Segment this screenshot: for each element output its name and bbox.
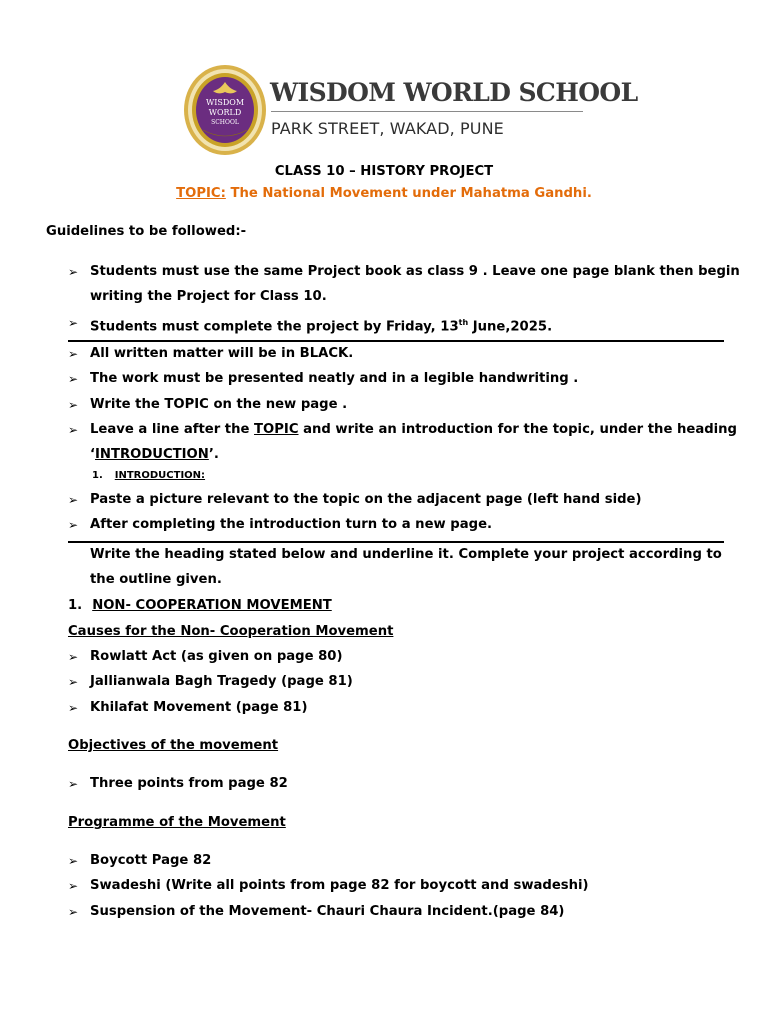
school-address: PARK STREET, WAKAD, PUNE: [271, 119, 504, 138]
programme-text: Boycott Page 82: [90, 853, 212, 868]
guideline-text: After completing the introduction turn to a new page.: [90, 517, 493, 532]
arrow-bullet-icon: ➢: [68, 493, 79, 507]
cause-text: Khilafat Movement (page 81): [90, 700, 308, 715]
g6-quote-open: ‘: [90, 447, 96, 462]
g6-intro: INTRODUCTION: [95, 447, 209, 462]
arrow-bullet-icon: ➢: [68, 777, 79, 791]
project-topic: [0, 186, 768, 201]
cause-text: Jallianwala Bagh Tragedy (page 81): [90, 674, 353, 689]
arrow-bullet-icon: ➢: [68, 879, 79, 893]
g6-quote-close: ’.: [208, 447, 219, 462]
guideline-continuation: writing the Project for Class 10.: [90, 289, 327, 304]
guideline-text: [90, 421, 737, 439]
arrow-bullet-icon: ➢: [68, 905, 79, 919]
logo-text-3: SCHOOL: [211, 119, 239, 126]
arrow-bullet-icon: ➢: [68, 675, 79, 689]
g6-topic: TOPIC: [254, 422, 299, 437]
arrow-bullet-icon: ➢: [68, 423, 79, 437]
logo-text-2: WORLD: [208, 108, 242, 117]
section-title-text: NON- COOPERATION MOVEMENT: [92, 598, 332, 613]
programme-text: Swadeshi (Write all points from page 82 for boycott and swadeshi): [90, 878, 589, 893]
causes-heading: Causes for the Non- Cooperation Movement: [68, 624, 394, 639]
guideline-text: Write the TOPIC on the new page .: [90, 397, 348, 412]
guideline-text: All written matter will be in BLACK.: [90, 346, 354, 361]
arrow-bullet-icon: ➢: [68, 372, 79, 386]
school-logo: [183, 64, 267, 156]
topic-text: The National Movement under Mahatma Gandhi.: [225, 186, 592, 201]
arrow-bullet-icon: ➢: [68, 650, 79, 664]
outline-instruction: the outline given.: [90, 572, 222, 587]
deadline-pre: Students must complete the project by Friday, 13: [90, 319, 459, 335]
section-divider: [68, 541, 724, 543]
guideline-text: The work must be presented neatly and in a legible handwriting .: [90, 371, 579, 386]
section-title: [68, 597, 332, 615]
programme-heading: Programme of the Movement: [68, 815, 286, 830]
arrow-bullet-icon: ➢: [68, 265, 79, 279]
deadline-post: June,2025.: [468, 319, 553, 335]
guidelines-heading: Guidelines to be followed:-: [46, 224, 247, 239]
header-divider: [271, 111, 583, 112]
arrow-bullet-icon: ➢: [68, 316, 79, 330]
arrow-bullet-icon: ➢: [68, 854, 79, 868]
section-num: 1.: [68, 598, 83, 613]
guideline-text: Paste a picture relevant to the topic on the adjacent page (left hand side): [90, 492, 642, 507]
intro-num: 1.: [92, 470, 103, 481]
logo-text-1: WISDOM: [205, 98, 245, 107]
arrow-bullet-icon: ➢: [68, 398, 79, 412]
cause-text: Rowlatt Act (as given on page 80): [90, 649, 343, 664]
g6-post: and write an introduction for the topic, under the heading: [298, 422, 737, 437]
guideline-continuation: [90, 446, 219, 464]
project-title: CLASS 10 – HISTORY PROJECT: [274, 164, 494, 179]
guideline-text: [90, 314, 552, 336]
school-name: WISDOM WORLD SCHOOL: [270, 78, 638, 107]
objective-text: Three points from page 82: [90, 776, 288, 791]
objectives-heading: Objectives of the movement: [68, 738, 279, 753]
arrow-bullet-icon: ➢: [68, 347, 79, 361]
deadline-sup: th: [458, 318, 469, 327]
topic-label: TOPIC:: [176, 186, 226, 201]
section-divider: [68, 340, 724, 342]
arrow-bullet-icon: ➢: [68, 701, 79, 715]
intro-subheading: [92, 470, 205, 481]
intro-label: INTRODUCTION:: [114, 470, 206, 481]
outline-instruction: Write the heading stated below and underline it. Complete your project according to: [90, 547, 722, 562]
guideline-text: Students must use the same Project book as class 9 . Leave one page blank then begin: [90, 264, 740, 279]
arrow-bullet-icon: ➢: [68, 518, 79, 532]
programme-text: Suspension of the Movement- Chauri Chaura Incident.(page 84): [90, 904, 565, 919]
g6-pre: Leave a line after the: [90, 422, 255, 437]
school-header: [183, 64, 638, 156]
